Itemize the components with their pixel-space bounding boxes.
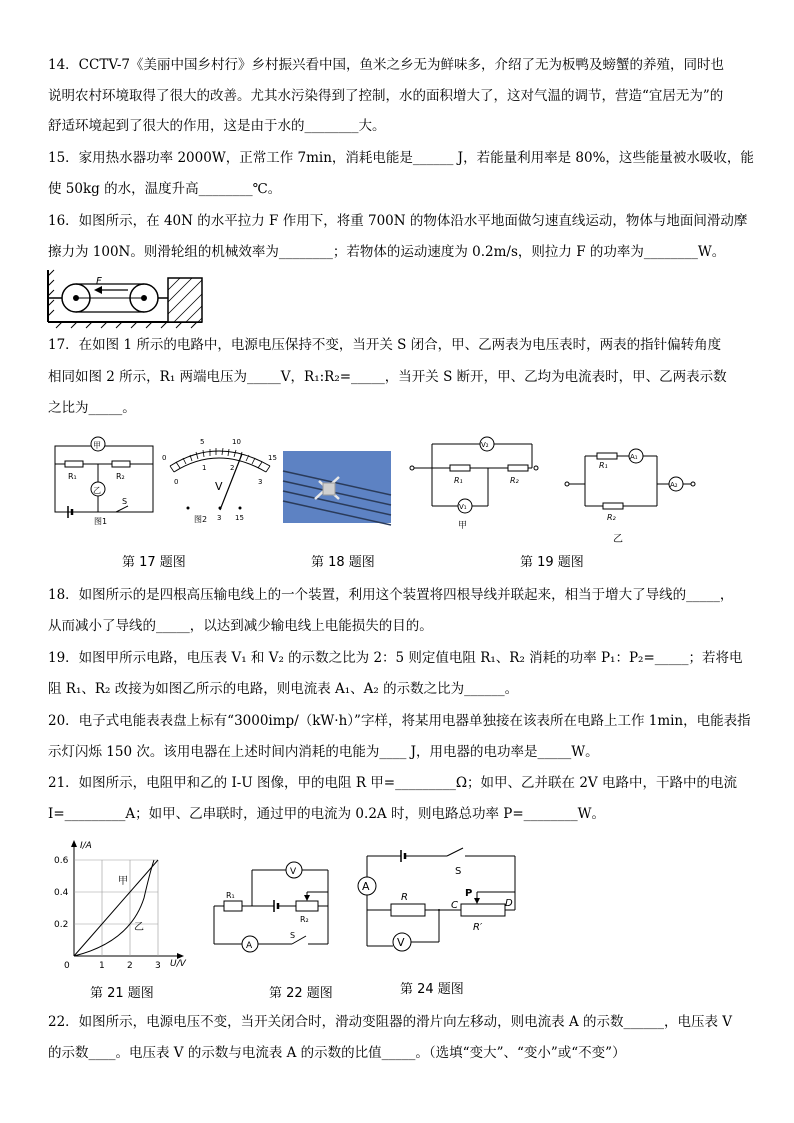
q15-line-1: 15．家用热水器功率 2000W，正常工作 7min，消耗电能是______ J，若能量利用率是 80%，这些能量被水吸收，能 (48, 150, 754, 166)
q17-meter-yi: 乙 (93, 486, 101, 495)
q22-circuit-figure (210, 858, 340, 958)
q17-dial-tick-15: 15 (268, 454, 277, 462)
q24-voltmeter-label: V (397, 936, 405, 949)
q14-line-3: 舒适环境起到了很大的作用，这是由于水的________大。 (48, 118, 386, 134)
q17-dial-unit: V (215, 480, 223, 493)
q19-fig-yi-circuit (565, 444, 695, 549)
q17-r2-label: R₂ (116, 472, 125, 481)
q14-line-2: 说明农村环境取得了很大的改善。尤其水污染得到了控制，水的面积增大了，这对气温的调节，营造“宜居无为”的 (48, 88, 724, 104)
q18-caption: 第 18 题图 (311, 555, 375, 570)
q19-yi-r1: R₁ (599, 461, 608, 470)
q17-dial-tick-5: 5 (200, 438, 205, 446)
q17-fig1-circuit (50, 434, 160, 524)
q17-line-1: 17．在如图 1 所示的电路中，电源电压保持不变，当开关 S 闭合，甲、乙两表为电压表时，两表的指针偏转角度 (48, 337, 722, 353)
q19-line-1: 19．如图甲所示电路，电压表 V₁ 和 V₂ 的示数之比为 2：5 则定值电阻 R₁、R₂ 消耗的功率 P₁：P₂=_____；若将电 (48, 650, 743, 666)
q17-dial-tick-in-2: 2 (230, 464, 235, 472)
q17-dial-tick-in-1: 1 (202, 464, 207, 472)
q21-ytick-04: 0.4 (54, 888, 69, 898)
q16-pulley-figure (46, 270, 206, 328)
q17-switch-label: S (122, 497, 128, 506)
q24-rprime-label: R′ (473, 922, 483, 933)
q24-r-label: R (401, 892, 408, 903)
q21-ytick-02: 0.2 (54, 920, 69, 930)
q21-xtick-2: 2 (127, 961, 133, 971)
q20-line-2: 示灯闪烁 150 次。该用电器在上述时间内消耗的电能为____ J，用电器的电功率是_____W。 (48, 744, 599, 760)
q17-fig1-name: 图1 (94, 517, 108, 526)
q21-line-1: 21．如图所示，电阻甲和乙的 I-U 图像，甲的电阻 R 甲=_________Ω；如甲、乙并联在 2V 电路中，干路中的电流 (48, 775, 737, 791)
q21-ytick-06: 0.6 (54, 856, 69, 866)
q17-meter-jia: 甲 (93, 441, 101, 450)
q22-switch-label: S (290, 931, 296, 940)
q17-dial-tick-0: 0 (162, 454, 167, 462)
q16-line-1: 16．如图所示，在 40N 的水平拉力 F 作用下，将重 700N 的物体沿水平地面做匀速直线运动，物体与地面间滑动摩 (48, 213, 748, 229)
q22-ammeter-label: A (246, 941, 253, 951)
q19-yi-a2: A₂ (670, 481, 678, 489)
q21-series-yi: 乙 (134, 922, 144, 933)
q19-caption: 第 19 题图 (520, 555, 584, 570)
q21-xlabel: U/V (170, 959, 186, 969)
q18-line-2: 从而减小了导线的_____，以达到减少输电线上电能损失的目的。 (48, 618, 433, 634)
q19-fig-jia-circuit (410, 434, 540, 529)
q21-line-2: I=_________A；如甲、乙串联时，通过甲的电流为 0.2A 时，则电路总功率 P=________W。 (48, 806, 606, 822)
q17-caption: 第 17 题图 (122, 555, 186, 570)
q19-jia-r1: R₁ (454, 476, 463, 485)
q22-caption: 第 22 题图 (269, 986, 333, 1001)
q19-yi-r2: R₂ (607, 513, 616, 522)
q21-xtick-1: 1 (99, 961, 105, 971)
q22-voltmeter-label: V (290, 867, 297, 877)
q22-line-2: 的示数____。电压表 V 的示数与电流表 A 的示数的比值_____。（选填“变大”、“变小”或“不变”） (48, 1045, 626, 1061)
q17-term-15: 15 (235, 514, 244, 522)
q18-line-1: 18．如图所示的是四根高压输电线上的一个装置，利用这个装置将四根导线并联起来，相当于增大了导线的_____， (48, 587, 734, 603)
q22-r1-label: R₁ (226, 891, 235, 900)
q24-caption: 第 24 题图 (400, 982, 464, 997)
q19-jia-v2: V₂ (481, 441, 489, 449)
q15-line-2: 使 50kg 的水，温度升高________℃。 (48, 181, 282, 197)
q19-line-2: 阻 R₁、R₂ 改接为如图乙所示的电路，则电流表 A₁、A₂ 的示数之比为______。 (48, 681, 519, 697)
q14-line-1: 14．CCTV-7《美丽中国乡村行》乡村振兴看中国，鱼米之乡无为鲜味多，介绍了无为板鸭及螃蟹的养殖，同时也 (48, 57, 725, 73)
q20-line-1: 20．电子式电能表表盘上标有“3000imp/（kW·h）”字样，将某用电器单独接在该表所在电路上工作 1min，电能表指 (48, 713, 751, 729)
q17-line-2: 相同如图 2 所示，R₁ 两端电压为_____V，R₁:R₂=_____，当开关 S 断开，甲、乙均为电流表时，甲、乙两表示数 (48, 369, 727, 385)
q24-ammeter-label: A (362, 880, 370, 893)
q17-fig2-voltmeter (160, 432, 280, 522)
q16-line-2: 擦力为 100N。则滑轮组的机械效率为________；若物体的运动速度为 0.2m/s，则拉力 F 的功率为________W。 (48, 244, 726, 260)
q18-powerline-figure (283, 451, 391, 523)
q19-fig-jia-name: 甲 (458, 521, 468, 531)
q17-dial-tick-10: 10 (232, 438, 241, 446)
q19-yi-a1: A₁ (630, 453, 638, 461)
q17-fig2-name: 图2 (194, 515, 208, 524)
q21-series-jia: 甲 (118, 876, 128, 887)
q17-line-3: 之比为_____。 (48, 400, 136, 416)
q24-switch-label: S (455, 866, 462, 877)
q24-p-label: P (465, 888, 473, 899)
q17-dial-tick-in-0: 0 (174, 478, 179, 486)
q17-dial-tick-in-3: 3 (258, 478, 263, 486)
q16-force-label: F (96, 276, 102, 287)
q17-term-3: 3 (217, 514, 222, 522)
q22-line-1: 22．如图所示，电源电压不变，当开关闭合时，滑动变阻器的滑片向左移动，则电流表 A 的示数______，电压表 V (48, 1014, 733, 1030)
q17-r1-label: R₁ (68, 472, 77, 481)
q19-jia-r2: R₂ (510, 476, 519, 485)
q19-fig-yi-name: 乙 (613, 534, 623, 545)
q21-ylabel: I/A (80, 841, 92, 851)
q19-jia-v1: V₁ (459, 503, 467, 511)
q21-xtick-3: 3 (155, 961, 161, 971)
q24-c-label: C (451, 900, 458, 911)
q21-iu-graph (50, 838, 200, 971)
q22-r2-label: R₂ (300, 915, 309, 924)
q21-xtick-0: 0 (64, 961, 70, 971)
q24-circuit-figure (355, 846, 525, 956)
q24-d-label: D (505, 898, 513, 909)
q21-caption: 第 21 题图 (90, 986, 154, 1001)
